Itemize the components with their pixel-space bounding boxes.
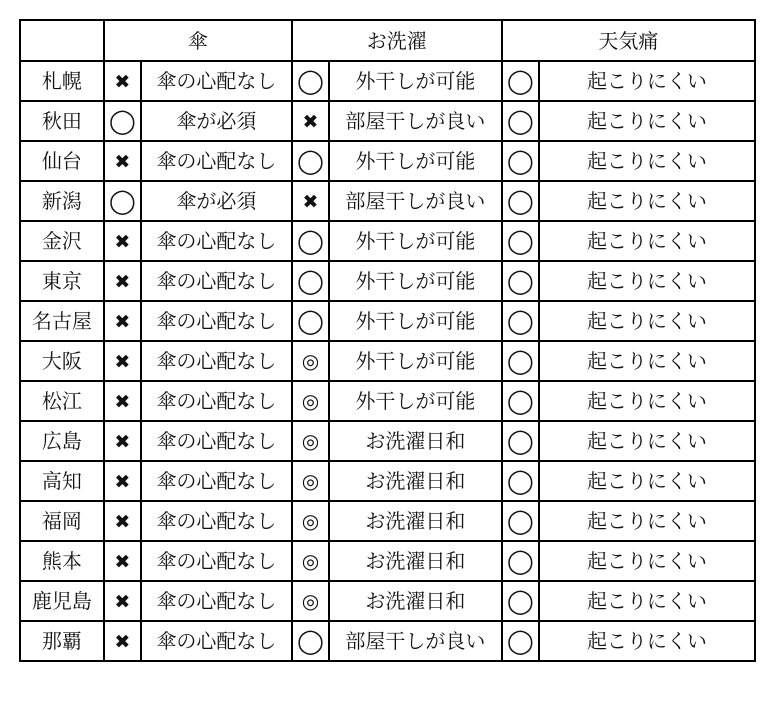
weather-pain-icon-cell [502,141,539,181]
weather-pain-icon-cell [502,621,539,661]
weather-pain-text: 起こりにくい [539,141,755,181]
city-name: 熊本 [20,541,104,581]
circle-icon: ◯ [506,507,534,535]
forecast-table [19,19,756,662]
weather-pain-icon-cell [502,501,539,541]
cross-icon: ✖ [114,350,131,373]
weather-pain-text: 起こりにくい [539,101,755,141]
laundry-icon-cell [292,461,329,501]
circle-icon: ◯ [108,187,136,215]
weather-pain-text: 起こりにくい [539,381,755,421]
weather-pain-icon-cell [502,221,539,261]
header-laundry: お洗濯 [292,20,502,61]
umbrella-text: 傘の心配なし [141,501,292,541]
laundry-icon-cell [292,181,329,221]
table-row [20,581,755,621]
weather-pain-icon-cell [502,381,539,421]
circle-icon: ◯ [506,227,534,255]
weather-pain-text: 起こりにくい [539,221,755,261]
cross-icon: ✖ [114,590,131,613]
umbrella-icon-cell [104,421,141,461]
city-name: 仙台 [20,141,104,181]
umbrella-text: 傘の心配なし [141,261,292,301]
cross-icon: ✖ [302,110,319,133]
umbrella-text: 傘が必須 [141,101,292,141]
circle-icon: ◯ [506,307,534,335]
laundry-text: 外干しが可能 [329,221,502,261]
header-city-blank [20,20,104,61]
circle-icon: ◯ [506,387,534,415]
table-row [20,141,755,181]
laundry-text: 外干しが可能 [329,341,502,381]
circle-icon: ◯ [506,107,534,135]
umbrella-text: 傘の心配なし [141,141,292,181]
weather-pain-text: 起こりにくい [539,341,755,381]
city-name: 福岡 [20,501,104,541]
weather-pain-text: 起こりにくい [539,261,755,301]
weather-pain-text: 起こりにくい [539,501,755,541]
cross-icon: ✖ [302,190,319,213]
umbrella-icon-cell [104,301,141,341]
laundry-text: 外干しが可能 [329,141,502,181]
umbrella-text: 傘が必須 [141,181,292,221]
circle-icon: ◯ [297,67,324,95]
umbrella-icon-cell [104,381,141,421]
table-row [20,221,755,261]
weather-pain-text: 起こりにくい [539,181,755,221]
cross-icon: ✖ [114,390,131,413]
laundry-icon-cell [292,221,329,261]
cross-icon: ✖ [114,150,131,173]
cross-icon: ✖ [114,430,131,453]
umbrella-icon-cell [104,541,141,581]
umbrella-text: 傘の心配なし [141,461,292,501]
umbrella-icon-cell [104,261,141,301]
circle-icon: ◯ [506,147,534,175]
double-circle-icon: ◎ [301,389,320,413]
laundry-text: お洗濯日和 [329,421,502,461]
umbrella-icon-cell [104,141,141,181]
table-row [20,501,755,541]
umbrella-icon-cell [104,581,141,621]
city-name: 大阪 [20,341,104,381]
laundry-text: 外干しが可能 [329,301,502,341]
city-name: 松江 [20,381,104,421]
laundry-text: お洗濯日和 [329,581,502,621]
circle-icon: ◯ [506,467,534,495]
circle-icon: ◯ [506,267,534,295]
laundry-icon-cell [292,541,329,581]
city-name: 鹿児島 [20,581,104,621]
laundry-text: 部屋干しが良い [329,181,502,221]
circle-icon: ◯ [506,347,534,375]
header-umbrella: 傘 [104,20,292,61]
cross-icon: ✖ [114,510,131,533]
table-row [20,61,755,101]
circle-icon: ◯ [297,627,324,655]
weather-pain-text: 起こりにくい [539,61,755,101]
circle-icon: ◯ [506,627,534,655]
umbrella-text: 傘の心配なし [141,621,292,661]
laundry-text: お洗濯日和 [329,541,502,581]
weather-pain-text: 起こりにくい [539,301,755,341]
laundry-text: 外干しが可能 [329,261,502,301]
header-row [20,20,755,61]
weather-pain-text: 起こりにくい [539,421,755,461]
circle-icon: ◯ [506,587,534,615]
weather-pain-text: 起こりにくい [539,541,755,581]
table-row [20,381,755,421]
laundry-text: お洗濯日和 [329,461,502,501]
cross-icon: ✖ [114,550,131,573]
umbrella-text: 傘の心配なし [141,341,292,381]
laundry-icon-cell [292,341,329,381]
weather-pain-icon-cell [502,301,539,341]
double-circle-icon: ◎ [301,429,320,453]
laundry-text: 部屋干しが良い [329,101,502,141]
laundry-icon-cell [292,261,329,301]
city-name: 名古屋 [20,301,104,341]
weather-pain-icon-cell [502,261,539,301]
table-row [20,101,755,141]
laundry-icon-cell [292,581,329,621]
weather-pain-icon-cell [502,461,539,501]
weather-pain-text: 起こりにくい [539,621,755,661]
weather-pain-icon-cell [502,61,539,101]
circle-icon: ◯ [506,547,534,575]
umbrella-icon-cell [104,181,141,221]
city-name: 札幌 [20,61,104,101]
laundry-text: 外干しが可能 [329,381,502,421]
cross-icon: ✖ [114,70,131,93]
city-name: 金沢 [20,221,104,261]
circle-icon: ◯ [108,107,136,135]
umbrella-text: 傘の心配なし [141,61,292,101]
table-row [20,261,755,301]
umbrella-icon-cell [104,101,141,141]
umbrella-icon-cell [104,621,141,661]
weather-pain-icon-cell [502,341,539,381]
city-name: 那覇 [20,621,104,661]
table-row [20,461,755,501]
city-name: 高知 [20,461,104,501]
umbrella-text: 傘の心配なし [141,301,292,341]
circle-icon: ◯ [297,307,324,335]
city-name: 秋田 [20,101,104,141]
weather-pain-icon-cell [502,181,539,221]
umbrella-text: 傘の心配なし [141,421,292,461]
city-name: 広島 [20,421,104,461]
double-circle-icon: ◎ [301,349,320,373]
table-body [20,61,755,661]
umbrella-text: 傘の心配なし [141,221,292,261]
circle-icon: ◯ [297,267,324,295]
cross-icon: ✖ [114,270,131,293]
umbrella-text: 傘の心配なし [141,381,292,421]
laundry-text: お洗濯日和 [329,501,502,541]
weather-pain-text: 起こりにくい [539,581,755,621]
double-circle-icon: ◎ [301,509,320,533]
laundry-icon-cell [292,381,329,421]
umbrella-icon-cell [104,461,141,501]
laundry-icon-cell [292,301,329,341]
laundry-icon-cell [292,421,329,461]
weather-pain-icon-cell [502,421,539,461]
weather-pain-icon-cell [502,541,539,581]
umbrella-icon-cell [104,501,141,541]
double-circle-icon: ◎ [301,469,320,493]
double-circle-icon: ◎ [301,549,320,573]
umbrella-icon-cell [104,341,141,381]
circle-icon: ◯ [506,67,534,95]
umbrella-text: 傘の心配なし [141,581,292,621]
weather-pain-icon-cell [502,101,539,141]
weather-pain-icon-cell [502,581,539,621]
circle-icon: ◯ [506,187,534,215]
cross-icon: ✖ [114,470,131,493]
laundry-text: 外干しが可能 [329,61,502,101]
table-row [20,621,755,661]
laundry-icon-cell [292,141,329,181]
cross-icon: ✖ [114,230,131,253]
circle-icon: ◯ [297,227,324,255]
table-row [20,301,755,341]
umbrella-text: 傘の心配なし [141,541,292,581]
table-row [20,421,755,461]
laundry-icon-cell [292,101,329,141]
umbrella-icon-cell [104,61,141,101]
circle-icon: ◯ [297,147,324,175]
city-name: 新潟 [20,181,104,221]
laundry-icon-cell [292,61,329,101]
circle-icon: ◯ [506,427,534,455]
city-name: 東京 [20,261,104,301]
table-row [20,341,755,381]
weather-pain-text: 起こりにくい [539,461,755,501]
double-circle-icon: ◎ [301,589,320,613]
cross-icon: ✖ [114,630,131,653]
table-row [20,181,755,221]
header-weather-pain: 天気痛 [502,20,755,61]
laundry-icon-cell [292,621,329,661]
umbrella-icon-cell [104,221,141,261]
cross-icon: ✖ [114,310,131,333]
laundry-icon-cell [292,501,329,541]
laundry-text: 部屋干しが良い [329,621,502,661]
table-row [20,541,755,581]
